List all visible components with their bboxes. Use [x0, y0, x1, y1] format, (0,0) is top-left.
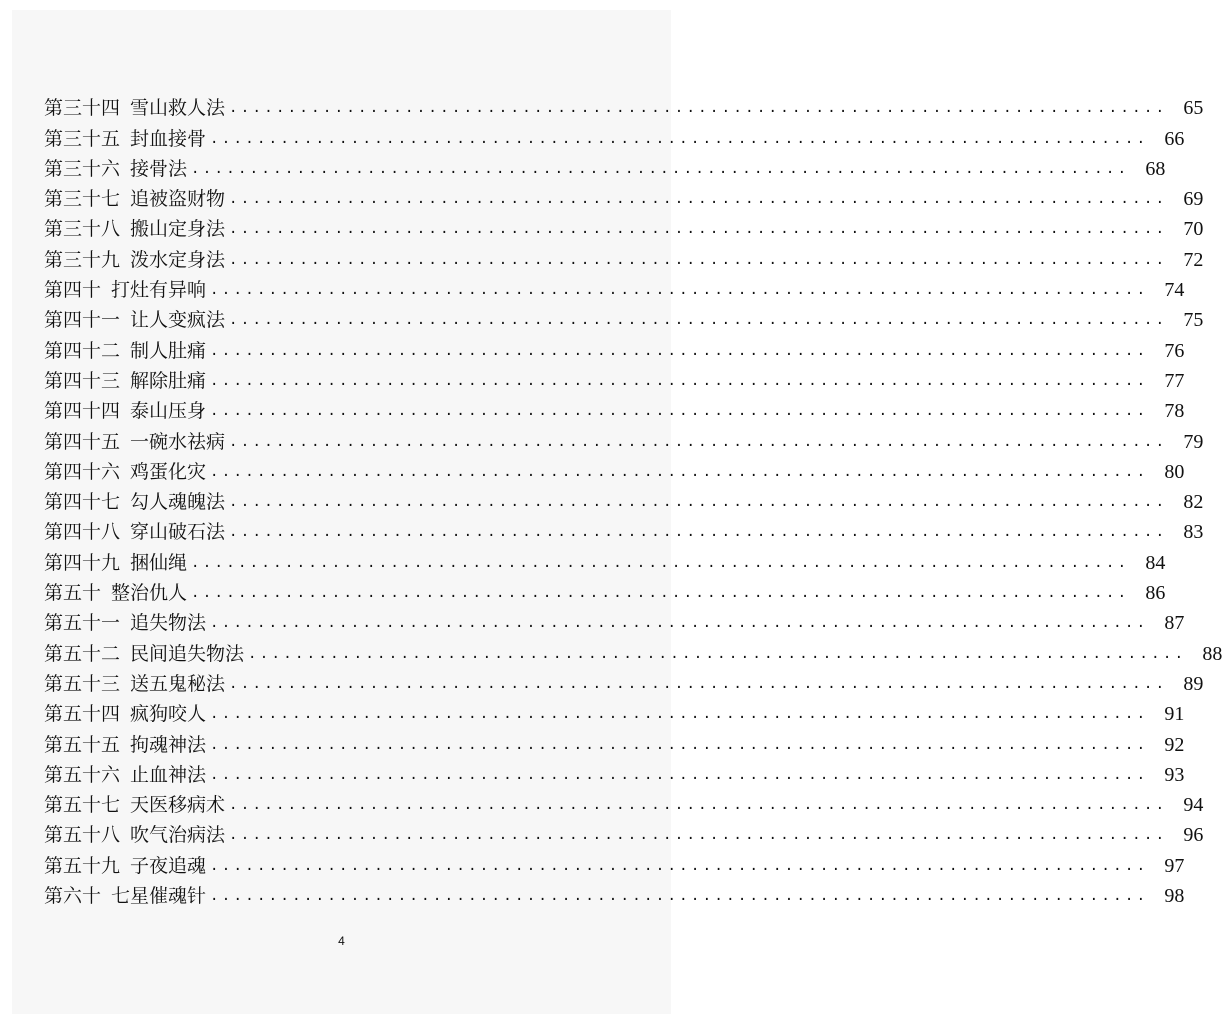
toc-dot-leader: ................................................................................	[210, 857, 1149, 874]
toc-page-number: 72	[1183, 248, 1204, 271]
toc-entry[interactable]	[44, 666, 1204, 696]
toc-entry[interactable]	[44, 90, 1204, 120]
toc-page-number: 94	[1183, 794, 1204, 817]
toc-entry[interactable]	[44, 726, 1185, 756]
toc-dot-leader: ................................................................................	[210, 403, 1149, 420]
toc-page-number: 86	[1145, 582, 1166, 605]
toc-chapter-title: 接骨法	[130, 157, 188, 180]
toc-chapter-number: 第五十九	[44, 854, 121, 877]
toc-page-number: 79	[1183, 430, 1204, 453]
toc-chapter-number: 第五十二	[44, 642, 121, 665]
toc-chapter-title: 捆仙绳	[130, 551, 188, 574]
toc-dot-leader: ................................................................................	[229, 221, 1168, 238]
toc-chapter-number: 第三十五	[44, 127, 121, 150]
toc-chapter-title: 追失物法	[130, 612, 207, 635]
toc-dot-leader: ................................................................................	[210, 463, 1149, 480]
toc-dot-leader: ................................................................................	[191, 554, 1130, 571]
toc-page-number: 74	[1164, 279, 1185, 302]
toc-entry[interactable]	[44, 332, 1185, 362]
toc-chapter-number: 第四十五	[44, 430, 121, 453]
toc-chapter-title: 雪山救人法	[130, 97, 226, 120]
toc-entry[interactable]	[44, 787, 1204, 817]
toc-dot-leader: ................................................................................	[229, 251, 1168, 268]
toc-chapter-number: 第五十	[44, 582, 102, 605]
toc-dot-leader: ................................................................................	[210, 282, 1149, 299]
toc-entry[interactable]	[44, 423, 1204, 453]
toc-dot-leader: ................................................................................	[191, 160, 1130, 177]
toc-chapter-title: 搬山定身法	[130, 218, 226, 241]
toc-entry[interactable]	[44, 211, 1204, 241]
toc-chapter-title: 解除肚痛	[130, 369, 207, 392]
toc-chapter-title: 打灶有异响	[111, 279, 207, 302]
toc-chapter-title: 疯狗咬人	[130, 703, 207, 726]
toc-chapter-title: 制人肚痛	[130, 339, 207, 362]
toc-page-number: 77	[1164, 369, 1185, 392]
toc-chapter-title: 整治仇人	[111, 582, 188, 605]
toc-chapter-number: 第五十四	[44, 703, 121, 726]
toc-page-number: 96	[1183, 824, 1204, 847]
toc-chapter-number: 第四十	[44, 279, 102, 302]
toc-page-number: 87	[1164, 612, 1185, 635]
toc-page-number: 88	[1202, 642, 1222, 665]
page-number-footer: 4	[338, 934, 345, 948]
toc-chapter-title: 泰山压身	[130, 400, 207, 423]
toc-entry[interactable]	[44, 575, 1166, 605]
toc-chapter-title: 泼水定身法	[130, 248, 226, 271]
toc-entry[interactable]	[44, 272, 1185, 302]
toc-dot-leader: ................................................................................	[210, 706, 1149, 723]
toc-chapter-number: 第四十四	[44, 400, 121, 423]
toc-chapter-title: 封血接骨	[130, 127, 207, 150]
toc-page-number: 76	[1164, 339, 1185, 362]
toc-chapter-number: 第三十七	[44, 188, 121, 211]
toc-chapter-title: 追被盗财物	[130, 188, 226, 211]
toc-dot-leader: ................................................................................	[229, 797, 1168, 814]
toc-entry[interactable]	[44, 454, 1185, 484]
toc-dot-leader: ................................................................................	[191, 585, 1130, 602]
toc-chapter-number: 第三十四	[44, 97, 121, 120]
toc-page-number: 91	[1164, 703, 1185, 726]
toc-page-number: 84	[1145, 551, 1166, 574]
toc-chapter-title: 勾人魂魄法	[130, 491, 226, 514]
table-of-contents	[44, 90, 1222, 908]
toc-page-number: 97	[1164, 854, 1185, 877]
toc-entry[interactable]	[44, 120, 1185, 150]
toc-entry[interactable]	[44, 878, 1185, 908]
toc-chapter-number: 第五十三	[44, 672, 121, 695]
toc-chapter-number: 第五十八	[44, 824, 121, 847]
toc-page-number: 65	[1183, 97, 1204, 120]
toc-dot-leader: ................................................................................	[210, 888, 1149, 905]
toc-chapter-number: 第三十九	[44, 248, 121, 271]
toc-dot-leader: ................................................................................	[210, 342, 1149, 359]
toc-entry[interactable]	[44, 484, 1204, 514]
toc-page-number: 92	[1164, 733, 1185, 756]
toc-chapter-title: 鸡蛋化灾	[130, 460, 207, 483]
toc-page-number: 82	[1183, 491, 1204, 514]
toc-chapter-number: 第四十三	[44, 369, 121, 392]
toc-dot-leader: ................................................................................	[210, 615, 1149, 632]
toc-dot-leader: ................................................................................	[210, 736, 1149, 753]
toc-page-number: 89	[1183, 672, 1204, 695]
toc-page-number: 69	[1183, 188, 1204, 211]
toc-dot-leader: ................................................................................	[210, 766, 1149, 783]
toc-chapter-number: 第四十六	[44, 460, 121, 483]
toc-chapter-number: 第三十六	[44, 157, 121, 180]
toc-page-number: 66	[1164, 127, 1185, 150]
toc-chapter-number: 第四十八	[44, 521, 121, 544]
toc-entry[interactable]	[44, 757, 1185, 787]
toc-entry[interactable]	[44, 302, 1204, 332]
toc-entry[interactable]	[44, 605, 1185, 635]
toc-entry[interactable]	[44, 181, 1204, 211]
toc-dot-leader: ................................................................................	[229, 524, 1168, 541]
toc-chapter-number: 第五十一	[44, 612, 121, 635]
toc-page-number: 68	[1145, 157, 1166, 180]
toc-entry[interactable]	[44, 817, 1204, 847]
toc-dot-leader: ................................................................................	[229, 100, 1168, 117]
toc-chapter-number: 第四十九	[44, 551, 121, 574]
toc-chapter-number: 第四十七	[44, 491, 121, 514]
toc-dot-leader: ................................................................................	[210, 130, 1149, 147]
toc-page-number: 75	[1183, 309, 1204, 332]
toc-dot-leader: ................................................................................	[229, 827, 1168, 844]
toc-chapter-title: 送五鬼秘法	[130, 672, 226, 695]
toc-dot-leader: ................................................................................	[229, 433, 1168, 450]
toc-entry[interactable]	[44, 514, 1204, 544]
toc-chapter-title: 七星催魂针	[111, 885, 207, 908]
toc-dot-leader: ................................................................................	[229, 312, 1168, 329]
toc-dot-leader: ................................................................................	[229, 494, 1168, 511]
toc-chapter-number: 第五十五	[44, 733, 121, 756]
toc-entry[interactable]	[44, 241, 1204, 271]
toc-entry[interactable]	[44, 635, 1222, 665]
toc-dot-leader: ................................................................................	[229, 191, 1168, 208]
toc-chapter-title: 吹气治病法	[130, 824, 226, 847]
toc-page-number: 83	[1183, 521, 1204, 544]
toc-chapter-title: 天医移病术	[130, 794, 226, 817]
toc-chapter-number: 第五十六	[44, 763, 121, 786]
toc-chapter-title: 子夜追魂	[130, 854, 207, 877]
toc-dot-leader: ................................................................................	[210, 372, 1149, 389]
toc-entry[interactable]	[44, 393, 1185, 423]
toc-chapter-number: 第四十二	[44, 339, 121, 362]
toc-entry[interactable]	[44, 847, 1185, 877]
toc-dot-leader: ................................................................................	[248, 645, 1187, 662]
toc-chapter-number: 第五十七	[44, 794, 121, 817]
toc-chapter-title: 拘魂神法	[130, 733, 207, 756]
toc-page-number: 78	[1164, 400, 1185, 423]
toc-page-number: 93	[1164, 763, 1185, 786]
toc-chapter-number: 第三十八	[44, 218, 121, 241]
toc-page-number: 70	[1183, 218, 1204, 241]
toc-chapter-title: 让人变疯法	[130, 309, 226, 332]
toc-entry[interactable]	[44, 696, 1185, 726]
toc-chapter-title: 穿山破石法	[130, 521, 226, 544]
toc-chapter-title: 止血神法	[130, 763, 207, 786]
toc-page-number: 98	[1164, 885, 1185, 908]
toc-dot-leader: ................................................................................	[229, 675, 1168, 692]
toc-entry[interactable]	[44, 151, 1166, 181]
toc-chapter-number: 第六十	[44, 885, 102, 908]
toc-chapter-title: 一碗水祛病	[130, 430, 226, 453]
toc-entry[interactable]	[44, 363, 1185, 393]
toc-page-number: 80	[1164, 460, 1185, 483]
toc-chapter-number: 第四十一	[44, 309, 121, 332]
toc-entry[interactable]	[44, 544, 1166, 574]
toc-chapter-title: 民间追失物法	[130, 642, 245, 665]
